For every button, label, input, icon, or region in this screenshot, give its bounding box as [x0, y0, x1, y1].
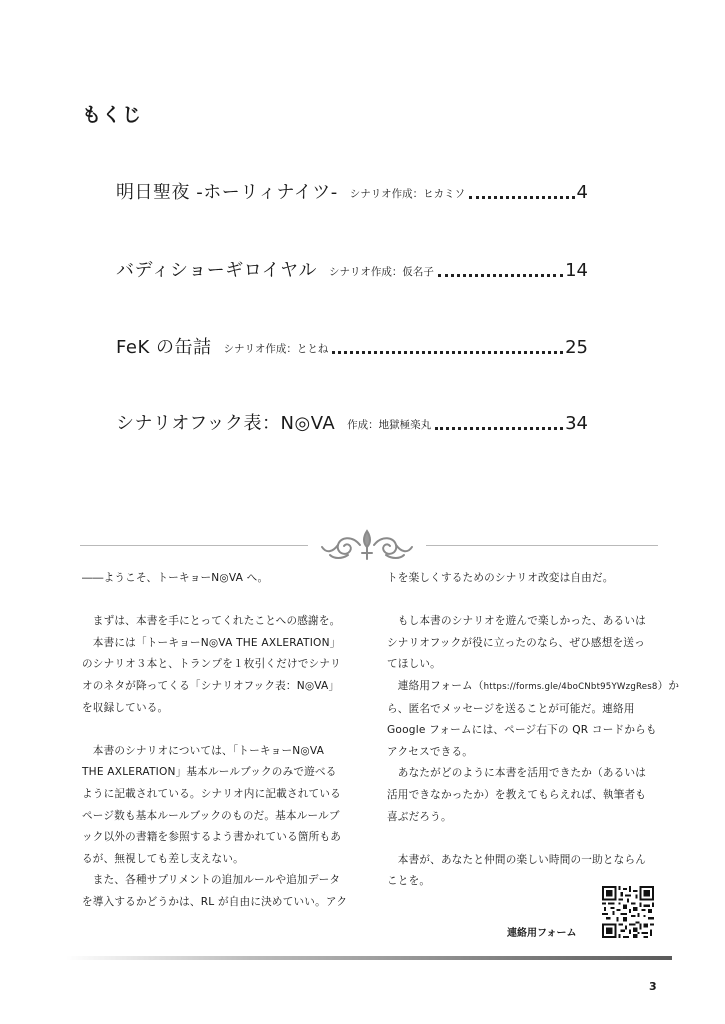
- body-line: 活用できなかったか）を教えてもらえれば、執筆者も: [387, 788, 647, 801]
- toc-entry[interactable]: [116, 176, 588, 204]
- form-label-suffix: ）か: [657, 679, 680, 692]
- body-line: ――ようこそ、トーキョーN◎VA へ。: [82, 572, 269, 584]
- form-url-link[interactable]: https://forms.gle/4boCNbt95YWzgRes8: [483, 681, 658, 692]
- toc-entry-author: 作成：地獄極楽丸: [347, 419, 432, 431]
- body-line: ことを。: [387, 875, 431, 888]
- flourish-ornament-icon: [318, 527, 416, 563]
- body-line: THE AXLERATION」基本ルールブックのみで遊べる: [82, 766, 337, 779]
- body-line: のシナリオ３本と、トランプを１枚引くだけでシナリ: [82, 658, 341, 671]
- body-line: まずは、本書を手にとってくれたことへの感謝を。: [82, 615, 341, 628]
- qr-caption: 連絡用フォーム: [507, 928, 577, 939]
- body-line: 本書が、あなたと仲間の楽しい時間の一助とならん: [387, 853, 647, 866]
- toc-leader-dots: [469, 195, 574, 199]
- body-line: ように記載されている。シナリオ内に記載されている: [82, 787, 341, 800]
- body-line-form: [387, 676, 680, 699]
- body-line: もし本書のシナリオを遊んで楽しかった、あるいは: [387, 615, 646, 628]
- toc-entry-title: 明日聖夜 -ホーリィナイツ-: [116, 182, 338, 203]
- body-line: 喜ぶだろう。: [387, 810, 452, 823]
- toc-entry-title: バディショーギロイヤル: [116, 260, 317, 281]
- toc-entry-title: FeK の缶詰: [116, 337, 212, 358]
- toc-entry[interactable]: [116, 254, 588, 282]
- body-line: Google フォームには、ページ右下の QR コードからも: [387, 724, 657, 737]
- qr-code-icon[interactable]: [602, 886, 654, 938]
- footer-gradient-bar: [66, 956, 672, 960]
- divider-right: [426, 545, 658, 546]
- body-line: を収録している。: [82, 701, 169, 714]
- body-line: ら、匿名でメッセージを送ることが可能だ。連絡用: [387, 702, 635, 715]
- toc-entry[interactable]: [116, 331, 588, 359]
- body-blank-line: [82, 719, 354, 741]
- body-line: を導入するかどうかは、RL が自由に決めていい。アク: [82, 895, 348, 908]
- body-line: ック以外の書籍を参照するよう書かれている箇所もあ: [82, 831, 342, 844]
- body-line: 本書には「トーキョーN◎VA THE AXLERATION」: [82, 636, 341, 649]
- body-text-left-column: [82, 568, 354, 914]
- body-line: てほしい。: [387, 658, 441, 671]
- form-label-prefix: 連絡用フォーム（: [387, 679, 484, 692]
- body-blank-line: [82, 590, 354, 612]
- toc-entry-page: 34: [565, 413, 588, 434]
- toc-leader-dots: [332, 350, 563, 354]
- body-line: るが、無視しても差し支えない。: [82, 852, 244, 865]
- body-line: シナリオフックが役に立ったのなら、ぜひ感想を送っ: [387, 636, 645, 649]
- toc-entry-author: シナリオ作成：ヒカミソ: [349, 188, 466, 200]
- body-line: また、各種サプリメントの追加ルールや追加データ: [82, 874, 341, 887]
- toc-entry-title: シナリオフック表：N◎VA: [116, 413, 336, 434]
- page-heading: もくじ: [82, 104, 143, 126]
- page-number: 3: [649, 980, 657, 993]
- body-line: ページ数も基本ルールブックのものだ。基本ルールブ: [82, 809, 340, 822]
- toc-entry-page: 25: [565, 337, 588, 358]
- body-line: あなたがどのように本書を活用できたか（あるいは: [387, 767, 647, 780]
- toc-entry[interactable]: [116, 407, 588, 435]
- toc-leader-dots: [435, 426, 563, 430]
- toc-leader-dots: [438, 273, 563, 277]
- body-text-right-column: [387, 568, 680, 893]
- body-line: アクセスできる。: [387, 745, 474, 758]
- toc-entry-author: シナリオ作成：仮名子: [328, 266, 434, 278]
- divider-left: [80, 545, 308, 546]
- body-line: トを楽しくするためのシナリオ改変は自由だ。: [387, 572, 614, 584]
- toc-entry-author: シナリオ作成：ととね: [223, 343, 329, 355]
- body-blank-line: [387, 590, 662, 612]
- body-line: 本書のシナリオについては、「トーキョーN◎VA: [82, 744, 325, 757]
- body-line: オのネタが降ってくる「シナリオフック表：N◎VA」: [82, 679, 340, 692]
- body-blank-line: [387, 828, 662, 850]
- toc-entry-page: 14: [565, 260, 588, 281]
- toc-entry-page: 4: [576, 182, 588, 203]
